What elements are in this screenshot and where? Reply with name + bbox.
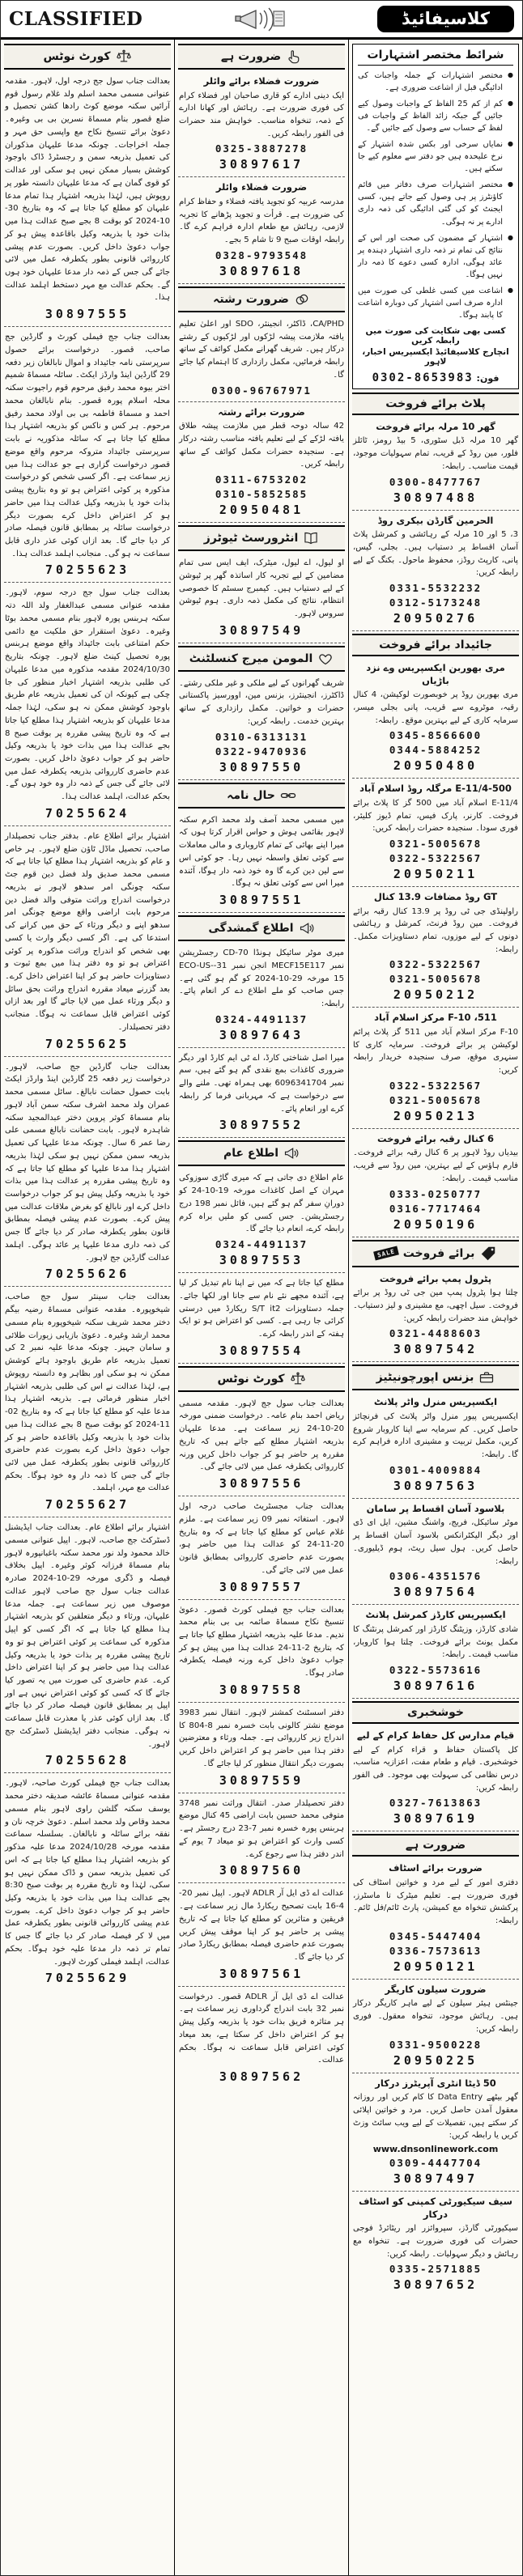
terms-item: ● مختصر اشتہارات صرف دفاتر میں قائم کاؤنٹرز پر ہی وصول کیے جاتے ہیں، کسی ایجنٹ کو کی گئی ادائیگی کی ذمہ داری ادارے پر نہ ہوگی۔ bbox=[358, 179, 513, 227]
classified-ad bbox=[352, 2073, 519, 2192]
ad-body: E-11/4 اسلام آباد میں 500 گز کا پلاٹ برائے فروخت۔ کارنر، پارک فیس، تمام ڈیوز کلیئر، فوری سودا۔ سنجیدہ حضرات رابطہ کریں: bbox=[353, 798, 518, 834]
ad-phone-number: 0322-5322567 bbox=[389, 852, 483, 865]
ad-phone-number: 0336-7573613 bbox=[389, 1944, 483, 1957]
section-header-public-notice bbox=[178, 1140, 345, 1166]
chain-icon bbox=[280, 787, 296, 804]
megaphone-icon bbox=[283, 1145, 300, 1161]
ad-title: GT روڈ مضافات 13.9 کنال bbox=[373, 891, 498, 903]
ad-body: کل پاکستان حفاظ و قراء کرام کے لیے خوشخبری۔ قیام و طعام مفت، اعزازیہ مناسب، درس نظامی کی سہولت بھی موجود۔ فی الفور رابطہ کریں: bbox=[353, 1745, 518, 1793]
megaphone-illustration bbox=[233, 5, 287, 34]
scales-icon bbox=[116, 49, 132, 65]
ad-title: ضرورت برائے اسٹاف bbox=[389, 1862, 483, 1874]
section-label: کورٹ نوٹس bbox=[43, 50, 111, 63]
ad-serial-number: 30897549 bbox=[219, 622, 304, 638]
terms-contact: انچارج کلاسیفائیڈ ایکسپریس اخبار، لاہور bbox=[362, 346, 509, 367]
ad-serial-number: 20950213 bbox=[393, 1108, 478, 1123]
ad-body: او لیول، اے لیول، میٹرک، ایف ایس سی تمام مضامین کے لیے تجربہ کار اساتذہ گھر پر ٹیوشن کے لیے دستیاب ہیں۔ کیمبرج سسٹم کا خصوصی انتظام، نتائج کی مکمل ذمہ داری۔ ہوم ٹیوشن سروس لاہور۔ bbox=[179, 558, 344, 618]
section-header-needed-2 bbox=[352, 1834, 519, 1857]
ad-serial-number: 30897556 bbox=[219, 1476, 304, 1492]
ad-title: مری بھوربن ایکسپریس وے نزد باڑیاں bbox=[366, 662, 505, 686]
section-label: المومن میرج کنسلٹنٹ bbox=[189, 651, 313, 665]
section-label: اطلاع عام bbox=[223, 1147, 279, 1161]
ad-phone-number: 0321-5005678 bbox=[389, 838, 483, 851]
classified-ad bbox=[4, 327, 171, 583]
ad-phone-number: 0310-6313131 bbox=[215, 730, 308, 743]
scales-icon bbox=[290, 1371, 306, 1387]
classified-ad bbox=[178, 1496, 345, 1599]
ad-body: بعدالت جناب سول جج درجہ اول، لاہور۔ مقدمہ عنوانی مسمی محمد اسلم ولد غلام رسول قوم آرائیں سکنہ موضع کوٹ رادھا کشن تحصیل و ضلع قصور بنام مسماۃ نسرین بی بی وغیرہ۔ دعویٰ برائے تنسیخ نکاح مع واپسی حق مہر و جملہ اخراجات۔ چونکہ مدعا علیہان مذکوران کی تعمیل بذریعہ سمن و رجسٹرڈ ڈاک باوجود کوشش بسیار ممکن نہیں ہو سکی اور عدالت کو قوی گمان ہے کہ مدعا علیہان دانستہ طور پر روپوش ہیں، لہٰذا بذریعہ اشتہار ہذا تمام مدعا علیہان کو مطلع کیا جاتا ہے کہ وہ بتاریخ 30-10-2024 کو بوقت 8 بجے صبح عدالت ہذا میں بذات خود یا بذریعہ وکیل باقاعدہ پیش ہو کر جواب دعویٰ داخل کریں۔ بصورت عدم پیشی کارروائی قانونی بطور یکطرفہ عمل میں لائی جائے گی جس کے ذمہ دار مدعا علیہان خود ہوں گے۔ بحکم عدالت مع مہر دستخط اہلمد عدالت ہذا۔ bbox=[5, 77, 170, 303]
ad-body: مدرسہ عربیہ کو تجوید یافتہ فضلاء و حفاظ کرام کی ضرورت ہے۔ قرأت و تجوید پڑھانے کا تجربہ لازمی، رہائش مع طعام ادارہ فراہم کرے گا۔ رابطہ اوقات صبح 9 تا شام 5 بجے۔ bbox=[179, 197, 344, 245]
classified-ad bbox=[352, 887, 519, 1008]
ad-serial-number: 70255627 bbox=[45, 1497, 130, 1513]
classified-ad bbox=[178, 1600, 345, 1703]
ad-phone-number: 0324-4491137 bbox=[215, 1012, 308, 1025]
ad-body: مطلع کیا جاتا ہے کہ میں نے اپنا نام تبدیل کر لیا ہے، آئندہ مجھے نئے نام سے جانا اور لکھا جائے۔ جملہ دستاویزات S/T it2 ریکارڈ میں درستی کرائی جا رہی ہے۔ کسی کو اعتراض ہو تو ایک ہفتہ کے اندر رابطہ کرے۔ bbox=[179, 1279, 344, 1339]
ad-body: F-10 مرکز اسلام آباد میں 511 گز پلاٹ پرائم لوکیشن پر برائے فروخت۔ سرمایہ کاری کا سنہری موقع، صرف سنجیدہ خریدار رابطہ کریں: bbox=[353, 1027, 518, 1076]
classified-ad bbox=[178, 1883, 345, 1986]
section-header-needed bbox=[178, 44, 345, 70]
columns bbox=[1, 40, 522, 2575]
classified-ad bbox=[352, 2192, 519, 2297]
ad-serial-number: 30897488 bbox=[393, 490, 478, 505]
ad-phone-number: 0306-4351576 bbox=[389, 1570, 483, 1583]
section-label: جائیداد برائے فروخت bbox=[379, 639, 492, 652]
ad-phone-number: 0309-4447704 bbox=[389, 2157, 483, 2170]
ad-phone-number: 0325-3887278 bbox=[215, 142, 308, 155]
masthead-title-english: CLASSIFIED bbox=[9, 8, 143, 30]
terms-item: ● اشتہار کے مضمون کی صحت اور اس کے نتائج کی تمام تر ذمہ داری اشتہار دہندہ پر عائد ہوگی، ادارہ کسی دعوے کا ذمہ دار نہیں ہوگا۔ bbox=[358, 232, 513, 281]
section-header-business-opportunities bbox=[352, 1364, 519, 1390]
ad-phone-number: 0335-2571885 bbox=[389, 2263, 483, 2276]
ad-title: ضرورت فضلاء وائلر bbox=[215, 181, 308, 193]
classified-ad bbox=[4, 1517, 171, 1773]
classified-ad bbox=[178, 1703, 345, 1793]
ad-body: عدالت اے ڈی ایل آر ADLR لاہور۔ اپیل نمبر 20-4-16 بابت تصحیح ریکارڈ مال زیر سماعت ہے۔ فریقین و متاثرین کو مطلع کیا جاتا ہے کہ تاریخ پیشی پر حاضر ہو کر اپنا موقف پیش کریں بصورت عدم حاضری فیصلہ بمطابق ریکارڈ صادر کر دیا جائے گا۔ bbox=[179, 1889, 344, 1962]
ad-phone-number: 0300-96767971 bbox=[211, 384, 312, 397]
ad-phone-number: 0301-4009884 bbox=[389, 1463, 483, 1476]
terms-item: ● اشاعت میں کسی غلطی کی صورت میں ادارہ صرف اسی اشتہار کی دوبارہ اشاعت کا پابند ہوگا۔ bbox=[358, 285, 513, 321]
ad-serial-number: 20950121 bbox=[393, 1959, 478, 1974]
ad-serial-number: 30897497 bbox=[393, 2171, 478, 2187]
classified-ad bbox=[178, 1048, 345, 1139]
ad-body: سیکیورٹی گارڈز، سپروائزر اور ریٹائرڈ فوجی حضرات کی فوری ضرورت ہے۔ تنخواہ مع رہائش و دیگر سہولیات۔ رابطہ کریں: bbox=[353, 2224, 518, 2259]
section-label: کورٹ نوٹس bbox=[217, 1372, 285, 1386]
ad-serial-number: 70255623 bbox=[45, 562, 130, 578]
section-label: پلاٹ برائے فروخت bbox=[385, 397, 486, 410]
ad-phone-number: 0328-9793548 bbox=[215, 248, 308, 261]
ad-serial-number: 20950211 bbox=[393, 867, 478, 882]
classified-ad bbox=[178, 314, 345, 402]
ad-phone-number: 0324-4491137 bbox=[215, 1238, 308, 1251]
ad-phone-number: 0333-0250777 bbox=[389, 1187, 483, 1200]
ad-body: اشتہار برائے اطلاع عام۔ بدفتر جناب تحصیلدار صاحب، تحصیل ماڈل ٹاؤن ضلع لاہور۔ ہر خاص و عام کو بذریعہ اشتہار ہذا مطلع کیا جاتا ہے کہ مسمی محمد صدیق ولد فضل دین قوم جٹ سکنہ چونگی امر سدھو لاہور نے بذریعہ درخواست اندراج وراثت متوفی والد فضل دین مرحوم بابت اراضی واقع موضع چونگی امر سدھو اپنے و دیگر ورثاء کے حق میں کرانے کی استدعا کی ہے۔ اگر کسی دیگر وارث یا کسی بھی شخص کو اندراج وراثت مذکورہ پر کوئی اعتراض ہو تو وہ دفتر ہذا میں بمع ثبوت و دستاویزات حاضر ہو کر اپنا اعتراض داخل کرے۔ بعد گزرنے میعاد مقررہ اندراج وراثت بحق سائل و دیگر ورثاء عمل میں لایا جائے گا اور بعد ازاں کوئی اعتراض قابل سماعت نہ ہوگا۔ منجانب دفتر تحصیلدار۔ bbox=[5, 831, 170, 1032]
section-header-for-sale bbox=[352, 1240, 519, 1267]
ad-body: میں مسمی محمد آصف ولد محمد اکرم سکنہ لاہور بقائمی ہوش و حواس اقرار کرتا ہوں کہ میرا اپنے بھائی کے تمام کاروباری و مالی معاملات سے کوئی تعلق واسطہ نہیں رہا۔ جو کوئی اس سے لین دین کرے گا وہ خود ذمہ دار ہوگا، آئندہ میرا اس سے کوئی تعلق نہ ہوگا۔ bbox=[179, 815, 344, 889]
ad-serial-number: 30897616 bbox=[393, 1678, 478, 1693]
section-header-plot-for-sale bbox=[352, 393, 519, 415]
ad-phone-number: 0300-8477767 bbox=[389, 475, 483, 488]
ad-serial-number: 30897558 bbox=[219, 1682, 304, 1697]
classified-ad bbox=[4, 1057, 171, 1288]
ad-body: میرا اصل شناختی کارڈ، اے ٹی ایم کارڈ اور دیگر ضروری کاغذات بمع نقدی گم ہو گئے ہیں، سم نمبر 6096341704 بھی ہمراہ تھی۔ ملنے والے سے درخواست ہے کہ مہربانی فرما کر رابطہ کرے اور انعام پائے۔ bbox=[179, 1053, 345, 1114]
ad-phone-number: 0310-5852585 bbox=[215, 488, 308, 501]
ad-body: میری موٹر سائیکل ہونڈا CD-70 رجسٹریشن نمبر MECF15E117 انجن نمبر 31-ECO-US-15 مورخہ 29-10-2024 کو گم ہو گئی ہے۔ جس صاحب کو ملے اطلاع دے کر انعام پائے۔ رابطہ: bbox=[179, 948, 345, 1008]
ad-phone-number: 0331-9500228 bbox=[389, 2038, 483, 2051]
ad-serial-number: 70255628 bbox=[45, 1753, 130, 1768]
section-header-haal-nama bbox=[178, 783, 345, 808]
masthead-title-urdu: کلاسیفائیڈ bbox=[377, 6, 514, 32]
ad-body: ایکسپریس پیور منرل واٹر پلانٹ کی فرنچائز حاصل کریں۔ کم سرمایہ سے اپنا کاروبار شروع کریں، مکمل تربیت و مشینری ادارہ فراہم کرے گا۔ رابطہ: bbox=[353, 1411, 518, 1460]
section-header-court-notices-2 bbox=[178, 1366, 345, 1392]
classified-ad bbox=[4, 1773, 171, 1990]
ad-serial-number: 20950276 bbox=[393, 611, 478, 626]
classified-ad bbox=[352, 1605, 519, 1699]
ad-title: 511، F-10 مرکز اسلام آباد bbox=[374, 1012, 497, 1024]
ad-body: بعدالت جناب سول جج لاہور۔ مقدمہ مسمی ریاض احمد بنام عامہ۔ درخواست ضمنی مورخہ 20-10-24 زیر سماعت ہے۔ مدعا علیہان بذریعہ اشتہار مطلع کیے جاتے ہیں کہ تاریخ مقررہ پر حاضر ہو کر جواب داخل کریں ورنہ کارروائی یکطرفہ عمل میں لائی جائے گی۔ bbox=[179, 1398, 344, 1472]
section-header-court-notices bbox=[4, 44, 171, 70]
ad-body: گھر بیٹھے Data Entry کا کام کریں اور روزانہ معقول آمدن حاصل کریں۔ مرد و خواتین اپلائی کر سکتے ہیں، تفصیلات کے لیے ویب سائٹ وزٹ کریں یا رابطہ کریں: bbox=[353, 2093, 518, 2141]
ad-title: گھر 10 مرلہ برائے فروخت bbox=[376, 420, 495, 432]
terms-box bbox=[352, 44, 519, 389]
ad-phone-number: 0321-5005678 bbox=[389, 1093, 483, 1106]
ad-phone-number: 0322-5322567 bbox=[389, 958, 483, 971]
ad-serial-number: 70255625 bbox=[45, 1036, 130, 1051]
section-label: ضرورت رشتہ bbox=[213, 292, 289, 306]
ad-phone-number: 0312-5173248 bbox=[389, 596, 483, 609]
ad-serial-number: 30897550 bbox=[219, 759, 304, 774]
classified-ad bbox=[178, 553, 345, 643]
classified-ad bbox=[178, 943, 345, 1048]
ad-phone-number: 0321-4488603 bbox=[389, 1327, 483, 1340]
ad-body: بعدالت جناب سول جج درجہ سوم، لاہور۔ مقدمہ عنوانی مسمی عبدالغفار ولد اللہ دتہ سکنہ ہربنس پورہ لاہور بنام مسمی محمد بوٹا وغیرہ۔ دعویٰ استقرار حق ملکیت مع دائمی حکم امتناعی بابت جائیداد واقع موضع ہربنس پورہ تحصیل کینٹ ضلع لاہور۔ چونکہ بتاریخ 2024/10/30 مقدمہ مذکورہ میں مدعا علیہان کی طلبی بذریعہ اشتہار اخبار منظور کی جا چکی ہے کیونکہ ان کی تعمیل بذریعہ عام طریق باوجود کوشش ممکن نہ ہو سکی، لہٰذا جملہ مدعا علیہان کو بذریعہ اشتہار ہذا مطلع کیا جاتا ہے کہ وہ تاریخ پیشی مقررہ پر بوقت صبح 8 بجے عدالت ہذا میں بذات خود یا بذریعہ وکیل حاضر ہو کر جواب دعویٰ داخل کریں۔ بصورت عدم حاضری کارروائی بذریعہ یکطرفہ عمل میں لائی جائے گی جس کے ذمہ دار وہ خود ہوں گے۔ بحکم عدالت، اہلمد عدالت ہذا۔ bbox=[5, 588, 170, 802]
section-header-property-for-sale bbox=[352, 634, 519, 656]
ad-serial-number: 30897563 bbox=[393, 1478, 478, 1493]
ad-serial-number: 30897619 bbox=[393, 1811, 478, 1827]
ad-body: بعدالت جناب مجسٹریٹ صاحب درجہ اول لاہور۔ استغاثہ نمبر 09 زیر سماعت ہے۔ ملزم غلام عباس کو مطلع کیا جاتا ہے کہ وہ بتاریخ 20-11-24 کو عدالت ہذا میں حاضر ہو، بصورت عدم حاضری کارروائی بمطابق قانون عمل میں لائی جائے گی۔ bbox=[179, 1502, 344, 1575]
terms-phone-number: 0302-8653983 bbox=[372, 371, 474, 384]
classified-ad bbox=[178, 71, 345, 177]
ad-serial-number: 30897617 bbox=[219, 157, 304, 172]
ad-serial-number: 30897652 bbox=[393, 2277, 478, 2293]
classified-ad bbox=[4, 71, 171, 327]
ad-phone-number: 0316-7717464 bbox=[389, 1202, 483, 1215]
classified-ad bbox=[178, 810, 345, 913]
ad-serial-number: 30897551 bbox=[219, 893, 304, 908]
section-label: برائے فروخت bbox=[402, 1246, 475, 1260]
classified-ad bbox=[352, 1392, 519, 1498]
classified-ad bbox=[352, 1725, 519, 1831]
heart-icon bbox=[317, 651, 334, 667]
classified-ad bbox=[352, 658, 519, 779]
ad-body: چلتا ہوا پٹرول پمپ مین جی ٹی روڈ پر برائے فروخت۔ سیل اچھی، مع مشینری و لیز دستیاب۔ خواہش مند حضرات رابطہ کریں: bbox=[353, 1288, 518, 1323]
ad-body: اشتہار برائے اطلاع عام۔ بعدالت جناب ایڈیشنل ڈسٹرکٹ جج صاحب، لاہور۔ اپیل عنوانی مسمی خالد محمود ولد نور محمد سکنہ باغبانپورہ لاہور بنام مسماۃ فرزانہ کوثر وغیرہ۔ اپیل بخلاف فیصلہ و ڈگری مورخہ 29-10-2024 صادرہ عدالت جناب سول جج صاحب لاہور عدالت موصوف میں زیر سماعت ہے۔ جملہ مدعا علیہان، ورثاء و دیگر متعلقین کو بذریعہ اشتہار ہذا مطلع کیا جاتا ہے کہ اگر کسی کو اپیل مذکورہ کی سماعت پر کوئی اعتراض ہو تو وہ تاریخ پیشی مقررہ پر بذات خود یا بذریعہ وکیل عدالت ہذا میں حاضر ہو کر اپنا اعتراض داخل کرے۔ عدم حاضری کی صورت میں یہ تصور کیا جائے گا کہ کسی کو کوئی اعتراض نہیں ہے اور اپیل پر بمطابق قانون فیصلہ صادر کر دیا جائے گا۔ بعد ازاں کوئی عذر یا معذرت قابل سماعت نہ ہوگی۔ منجانب دفتر ایڈیشنل ڈسٹرکٹ جج لاہور۔ bbox=[5, 1523, 171, 1749]
classified-ad bbox=[352, 1499, 519, 1605]
masthead bbox=[1, 1, 522, 40]
ad-title: ضرورت سیلون کاریگر bbox=[385, 1983, 487, 1995]
ad-serial-number: 70255629 bbox=[45, 1971, 130, 1986]
terms-phone bbox=[358, 369, 513, 384]
column-situations-notices bbox=[175, 40, 349, 2575]
classified-ad bbox=[178, 402, 345, 523]
rings-icon bbox=[294, 291, 310, 308]
ad-serial-number: 20950225 bbox=[393, 2052, 478, 2068]
ad-body: CA/PHD، ڈاکٹر، انجینئر، SDO اور اعلیٰ تعلیم یافتہ ملازمت پیشہ لڑکوں اور لڑکیوں کے رشتے درکار ہیں۔ شریف گھرانے مکمل کوائف کے ساتھ رابطہ فرمائیں، مکمل رازداری کا اہتمام کیا جائے گا۔ bbox=[179, 319, 344, 380]
classified-ad bbox=[178, 1987, 345, 2089]
ad-body: عام اطلاع دی جاتی ہے کہ میری گاڑی سوزوکی مہران کے اصل کاغذات مورخہ 19-10-24 کو دورانِ سفر گم ہو گئے ہیں، فائل نمبر 198 درج رجسٹریشن۔ جس کسی کو ملیں براہ کرم رابطہ کرے، انعام دیا جائے گا۔ bbox=[179, 1173, 344, 1234]
book-icon bbox=[303, 530, 319, 546]
classified-ad bbox=[178, 1273, 345, 1364]
terms-phone-label: فون: bbox=[473, 372, 500, 384]
ad-body: بعدالت جناب سینئر سول جج صاحب، شیخوپورہ۔ مقدمہ عنوانی مسماۃ رضیہ بیگم دختر محمد شریف سکنہ شیخوپورہ بنام مسمی محمد ارشد وغیرہ۔ دعویٰ بازیابی زیورات طلائی و سامان جہیز۔ چونکہ مدعا علیہ نمبر 2 کی تعمیل بذریعہ عام طریق باوجود ہائے کوشش ممکن نہ ہو سکی اور بظاہر وہ دانستہ روپوش ہے، لہٰذا عدالت نے اس کی طلبی بذریعہ اشتہار اخبار منظور فرمائی ہے۔ بذریعہ اشتہار ہذا مدعا علیہ کو مطلع کیا جاتا ہے کہ وہ بتاریخ 02-11-2024 کو بوقت صبح 8 بجے عدالت ہذا میں بذات خود یا بذریعہ وکیل باقاعدہ حاضر ہو کر جواب دعویٰ داخل کرے بصورت عدم حاضری کارروائی قانونی بطور یکطرفہ عمل میں لائی جائے گی جس کا ذمہ دار وہ خود ہوگا۔ بحکم عدالت مع مہر، اہلمد۔ bbox=[5, 1292, 170, 1493]
ad-body: 3، 5 اور 10 مرلہ کے رہائشی و کمرشل پلاٹ آسان اقساط پر دستیاب ہیں۔ بجلی، گیس، پانی، کارپٹ روڈز، محفوظ ماحول۔ بکنگ کے لیے رابطہ کریں: bbox=[353, 530, 518, 578]
ad-serial-number: 20950196 bbox=[393, 1216, 478, 1232]
section-label: انٹرورسٹ ٹیوٹرز bbox=[203, 532, 299, 545]
ad-body: شادی کارڈز، وزیٹنگ کارڈز اور کمرشل پرنٹنگ کا مکمل یونٹ برائے فروخت۔ چلتا ہوا کاروبار، مناسب قیمت۔ رابطہ: bbox=[353, 1624, 518, 1660]
ad-title: سیف سیکیورٹی کمپنی کو اسٹاف درکار bbox=[359, 2196, 512, 2220]
terms-complaint-note: کسی بھی شکایت کی صورت میں رابطہ کریں bbox=[365, 325, 506, 346]
classified-ad bbox=[352, 511, 519, 631]
megaphone-icon bbox=[299, 920, 315, 936]
classified-ad bbox=[178, 1793, 345, 1884]
classified-ad bbox=[352, 1269, 519, 1363]
ad-body: راولپنڈی جی ٹی روڈ پر 13.9 کنال رقبہ برائے فروخت۔ مین روڈ فرنٹ، کمرشل و رہائشی دونوں کے لیے موزوں، تمام دستاویزات مکمل۔ رابطہ: bbox=[353, 906, 519, 954]
section-header-rishta bbox=[178, 286, 345, 312]
ad-website: www.dnsonlinework.com bbox=[372, 2144, 499, 2155]
ad-serial-number: 20950481 bbox=[219, 503, 304, 518]
classified-ad bbox=[4, 1287, 171, 1517]
ad-title: ضرورت برائے رشتہ bbox=[218, 405, 305, 418]
hand-icon bbox=[286, 49, 302, 65]
classified-ad bbox=[352, 1980, 519, 2073]
ad-phone-number: 0345-5447404 bbox=[389, 1929, 483, 1942]
ad-phone-number: 0322-9470936 bbox=[215, 745, 308, 758]
ad-serial-number: 30897618 bbox=[219, 263, 304, 278]
ad-body: 42 سالہ دوحہ قطر میں ملازمت پیشہ طلاق یافتہ لڑکے کے لیے تعلیم یافتہ مناسب رشتہ درکار ہے۔ سنجیدہ حضرات مکمل کوائف کے ساتھ رابطہ کریں۔ bbox=[179, 422, 344, 469]
section-header-tutors bbox=[178, 525, 345, 551]
section-label: بزنس اپورچونیٹیز bbox=[376, 1371, 474, 1385]
ad-body: بعدالت جناب جج فیملی کورٹ صاحبہ، لاہور۔ مقدمہ عنوانی مسماۃ عائشہ صدیقہ دختر محمد یوسف سکنہ گلشن راوی لاہور بنام مسمی محمد وقاص ولد محمد اسلم۔ دعویٰ خرچہ نان و نفقہ برائے سائلہ و نابالغان۔ بسلسلہ سماعت مقدمہ مورخہ 2024/10/28 مدعا علیہ مذکور کو بذریعہ اشتہار ہذا مطلع کیا جاتا ہے کہ اس کی تعمیل بذریعہ سمن و ڈاک ممکن نہیں ہو سکی، لہٰذا وہ تاریخ مقررہ پر بوقت صبح 8:30 بجے عدالت ہذا میں بذات خود یا بذریعہ وکیل حاضر ہو کر جواب دعویٰ داخل کرے۔ بصورت عدم پیشی کارروائی قانونی بطور یکطرفہ عمل میں لا کر فیصلہ صادر کر دیا جائے گا جس کا تمام تر ذمہ دار مدعا علیہ خود ہوگا۔ بحکم عدالت، اہلمد فیملی کورٹ لاہور۔ bbox=[5, 1779, 170, 1967]
classified-ad bbox=[178, 1168, 345, 1273]
ad-serial-number: 30897557 bbox=[219, 1579, 304, 1594]
ad-title: پٹرول پمپ برائے فروخت bbox=[379, 1272, 492, 1284]
terms-item: ● مختصر اشتہارات کے جملہ واجبات کی ادائیگی قبل از اشاعت ضروری ہے۔ bbox=[358, 70, 513, 94]
ad-body: موٹر سائیکل، فریج، واشنگ مشین، ایل ای ڈی اور دیگر الیکٹرانکس بلاسود آسان اقساط پر حاصل کریں۔ ہول سیل ریٹ، ہوم ڈیلیوری۔ رابطہ: bbox=[353, 1518, 518, 1566]
classified-ad bbox=[352, 779, 519, 887]
terms-header: شرائط مختصر اشتہارات bbox=[358, 49, 513, 66]
ad-serial-number: 30897555 bbox=[45, 307, 130, 322]
ad-body: بیدیاں روڈ لاہور پر 6 کنال رقبہ برائے فروخت۔ فارم ہاؤس کے لیے بہترین، مین روڈ سے قریب، مناسب قیمت۔ رابطہ: bbox=[353, 1148, 519, 1183]
ad-body: بعدالت جناب جج فیملی کورٹ قصور۔ دعویٰ تنسیخ نکاح مسماۃ صائمہ بی بی بنام محمد ندیم۔ مدعا علیہ بذریعہ اشتہار مطلع کیا جاتا ہے کہ بتاریخ 2-11-24 عدالت ہذا میں پیش ہو کر جواب دعویٰ داخل کرے ورنہ فیصلہ یکطرفہ صادر ہوگا۔ bbox=[179, 1605, 344, 1678]
ad-serial-number: 20950480 bbox=[393, 758, 478, 774]
ad-title: قیام مدارس کل حفاظ کرام کے لیے bbox=[356, 1729, 515, 1741]
classified-ad bbox=[4, 583, 171, 825]
ad-title: ضرورت فضلاء برائے وائلر bbox=[203, 75, 320, 87]
column-terms-and-property bbox=[349, 40, 522, 2575]
ad-body: دفتر اسسٹنٹ کمشنر لاہور۔ انتقال نمبر 3983 موضع نشتر کالونی بابت خسرہ نمبر 8-804 کا اندراج زیر کارروائی ہے۔ جملہ ورثاء و معترضین دفتر ہذا میں حاضر ہو کر اعتراض داخل کریں بصورت دیگر انتقال منظور کر لیا جائے گا۔ bbox=[179, 1708, 344, 1768]
ad-body: شریف گھرانوں کے لیے ملکی و غیر ملکی رشتے۔ ڈاکٹرز، انجینئرز، بزنس مین، اوورسیز پاکستانی حضرات و خواتین۔ مکمل رازداری کے ساتھ بہترین خدمت۔ رابطہ کریں: bbox=[179, 678, 344, 726]
section-header-good-news bbox=[352, 1701, 519, 1724]
classified-ad bbox=[178, 177, 345, 283]
ad-body: جینٹس ہیئر سیلون کے لیے ماہر کاریگر درکار ہیں۔ رہائش موجود، تنخواہ معقول۔ فوری رابطہ کریں: bbox=[353, 1999, 518, 2034]
ad-phone-number: 0322-5322567 bbox=[389, 1079, 483, 1092]
section-label: حال نامہ bbox=[227, 788, 275, 802]
terms-item: ● کم از کم 25 الفاظ کے واجبات وصول کیے جائیں گے جبکہ زائد الفاظ کے واجبات فی لفظ کے حساب سے وصول کیے جائیں گے۔ bbox=[358, 98, 513, 134]
ad-phone-number: 0344-5884252 bbox=[389, 744, 483, 757]
classified-ad bbox=[178, 1394, 345, 1496]
ad-serial-number: 30897643 bbox=[219, 1027, 304, 1042]
ad-phone-number: 0327-7613863 bbox=[389, 1797, 483, 1810]
ad-body: دفتری امور کے لیے مرد و خواتین اسٹاف کی فوری ضرورت ہے۔ تعلیم میٹرک تا ماسٹرز، پرکشش تنخواہ مع کمیشن، پارٹ ٹائم/فل ٹائم۔ رابطہ: bbox=[353, 1878, 518, 1926]
ad-serial-number: 30897561 bbox=[219, 1966, 304, 1981]
section-header-marriage-consultant bbox=[178, 646, 345, 672]
classified-ad bbox=[178, 673, 345, 780]
ad-title: الحرمین گارڈن بیکری روڈ bbox=[377, 514, 494, 526]
ad-serial-number: 30897542 bbox=[393, 1342, 478, 1357]
section-label: ضرورت ہے bbox=[220, 50, 282, 63]
ad-serial-number: 30897552 bbox=[219, 1118, 304, 1133]
ad-body: بعدالت جناب گارڈین جج صاحب، لاہور۔ درخواست زیر دفعہ 25 گارڈین اینڈ وارڈز ایکٹ بابت حصول حضانت نابالغ۔ سائل مسمی محمد عمران ولد محمد اشرف سکنہ سمن آباد لاہور بنام مسماۃ کوثر پروین دختر عبدالمجید سکنہ شاہدرہ لاہور۔ بابت حضانت نابالغ مسمی علی رضا عمر 6 سال۔ چونکہ مدعا علیہا کی تعمیل بذریعہ سمن ممکن نہیں ہو سکی لہٰذا بذریعہ اشتہار ہذا مدعا علیہا کو مطلع کیا جاتا ہے کہ وہ تاریخ پیشی مقررہ پر عدالت ہذا میں بذات خود یا بذریعہ وکیل پیش ہو کر جواب درخواست داخل کرے اور نابالغ کو بغرض ملاقات عدالت میں پیش کرے۔ بصورت عدم پیشی فیصلہ بمطابق قانون بطور یکطرفہ صادر کر دیا جائے گا جس کی ذمہ داری مدعا علیہا پر عائد ہوگی۔ اہلمد عدالت گارڈین جج لاہور۔ bbox=[5, 1062, 170, 1263]
ad-body: گھر 10 مرلہ ڈبل سٹوری، 5 بیڈ رومز، ٹائلز فلور، مین روڈ کے قریب، تمام سہولیات موجود، قیمت مناسب۔ رابطہ: bbox=[353, 436, 518, 471]
ad-serial-number: 30897562 bbox=[219, 2069, 304, 2085]
ad-phone-number: 0321-5005678 bbox=[389, 973, 483, 986]
ad-phone-number: 0331-5532232 bbox=[389, 582, 483, 595]
ad-title: بلاسود آسان اقساط پر سامان bbox=[366, 1502, 505, 1514]
section-header-missing-notice bbox=[178, 915, 345, 941]
ad-title: 6 کنال رقبہ برائے فروخت bbox=[376, 1132, 495, 1144]
ad-body: مری بھوربن روڈ پر خوبصورت لوکیشن، 4 کنال رقبہ، موٹروے سے قریب، پانی بجلی میسر، سرمایہ کاری کے لیے بہترین موقع۔ رابطہ: bbox=[353, 690, 518, 725]
ad-body: عدالت اے ڈی ایل آر ADLR قصور۔ درخواست نمبر 32 بابت اندراج گرداوری زیر سماعت ہے۔ ہر متاثرہ فریق بذات خود یا بذریعہ وکیل پیش ہو کر اعتراض داخل کر سکتا ہے، بعد میعاد کوئی اعتراض قابل سماعت نہ ہوگا۔ بحکم عدالت۔ bbox=[179, 1992, 344, 2065]
ad-serial-number: 30897554 bbox=[219, 1343, 304, 1358]
ad-title: 500-E-11/4 مرگلہ روڈ اسلام آباد bbox=[359, 783, 512, 795]
section-label: اطلاع گمشدگی bbox=[208, 922, 294, 936]
column-court-notices bbox=[1, 40, 175, 2575]
ad-title: 50 ڈیٹا انٹری آپریٹرز درکار bbox=[375, 2077, 496, 2089]
ad-phone-number: 0345-8566600 bbox=[389, 729, 483, 742]
ad-serial-number: 20950212 bbox=[393, 987, 478, 1003]
classified-ad bbox=[352, 417, 519, 511]
classified-ad bbox=[4, 826, 171, 1057]
masthead-illustration bbox=[142, 5, 377, 34]
ad-serial-number: 30897553 bbox=[219, 1253, 304, 1268]
ad-serial-number: 70255624 bbox=[45, 805, 130, 821]
ad-title: ایکسپریس منرل واٹر پلانٹ bbox=[373, 1396, 498, 1408]
ad-serial-number: 30897564 bbox=[393, 1585, 478, 1600]
ad-serial-number: 30897559 bbox=[219, 1772, 304, 1788]
ad-phone-number: 0322-5573616 bbox=[389, 1663, 483, 1676]
ad-serial-number: 70255626 bbox=[45, 1267, 130, 1282]
ad-phone-number: 0311-6753202 bbox=[215, 473, 308, 486]
section-label: خوشخبری bbox=[407, 1705, 464, 1719]
classified-ad bbox=[352, 1858, 519, 1979]
section-label: ضرورت ہے bbox=[405, 1839, 466, 1852]
classified-ad bbox=[352, 1129, 519, 1237]
classified-ad bbox=[352, 1008, 519, 1128]
ad-title: ایکسپریس کارڈز کمرشل پلانٹ bbox=[365, 1609, 506, 1621]
ad-body: ایک دینی ادارے کو قاری صاحبان اور فضلاء کرام کی فوری ضرورت ہے۔ رہائش اور کھانا ادارے کے ذمہ، تنخواہ مناسب۔ خواہش مند حضرات فی الفور رابطہ کریں۔ bbox=[179, 91, 344, 138]
sale-tag-label: SALE bbox=[373, 1246, 399, 1261]
ad-serial-number: 30897560 bbox=[219, 1863, 304, 1878]
briefcase-icon bbox=[478, 1369, 495, 1386]
ad-body: دفتر تحصیلدار صدر۔ انتقال وراثت نمبر 3748 متوفی محمد حسین بابت اراضی 45 کنال موضع ہربنس پورہ خسرہ نمبر 7-23 درج رجسٹر ہے۔ کسی وارث کو اعتراض ہو تو میعاد 7 یوم کے اندر دفتر ہذا سے رجوع کرے۔ bbox=[179, 1798, 344, 1859]
sale-tag-icon bbox=[479, 1245, 497, 1263]
ad-body: بعدالت جناب جج فیملی کورٹ و گارڈین جج صاحب، قصور۔ درخواست برائے حصول سرپرستی نامہ جائیداد و اموال نابالغان زیر دفعہ 29 گارڈین اینڈ وارڈز ایکٹ۔ سائلہ مسماۃ شمیم اختر بیوہ محمد رفیق مرحوم قوم راجپوت سکنہ محلہ اسلام پورہ قصور۔ بنام نابالغان محمد احمد و مسماۃ فاطمہ بی بی اولاد محمد رفیق مرحوم۔ ہر کس و ناکس کو بذریعہ اشتہار ہذا مطلع کیا جاتا ہے کہ سائلہ مذکوریہ نے بابت سرپرستی جائیداد متروکہ مرحوم واقع موضع قصور درخواست گزاری ہے جو عدالت ہذا میں زیر سماعت ہے۔ اگر کسی شخص کو درخواست مذکورہ پر کوئی اعتراض ہو تو وہ بتاریخ پیشی بذات خود یا بذریعہ وکیل عدالت ہذا میں حاضر ہو کر اعتراض داخل کرے بصورت دیگر درخواست سائلہ پر بمطابق قانون فیصلہ صادر کر دیا جائے گا۔ بعد ازاں کوئی عذر داری قابل سماعت نہ ہو گی۔ منجانب اہلمد عدالت ہذا۔ bbox=[5, 333, 170, 558]
terms-item: ● نمایاں سرخی اور بکس شدہ اشتہار کے نرخ علیحدہ ہیں جو دفتر سے معلوم کیے جا سکتے ہیں۔ bbox=[358, 138, 513, 175]
